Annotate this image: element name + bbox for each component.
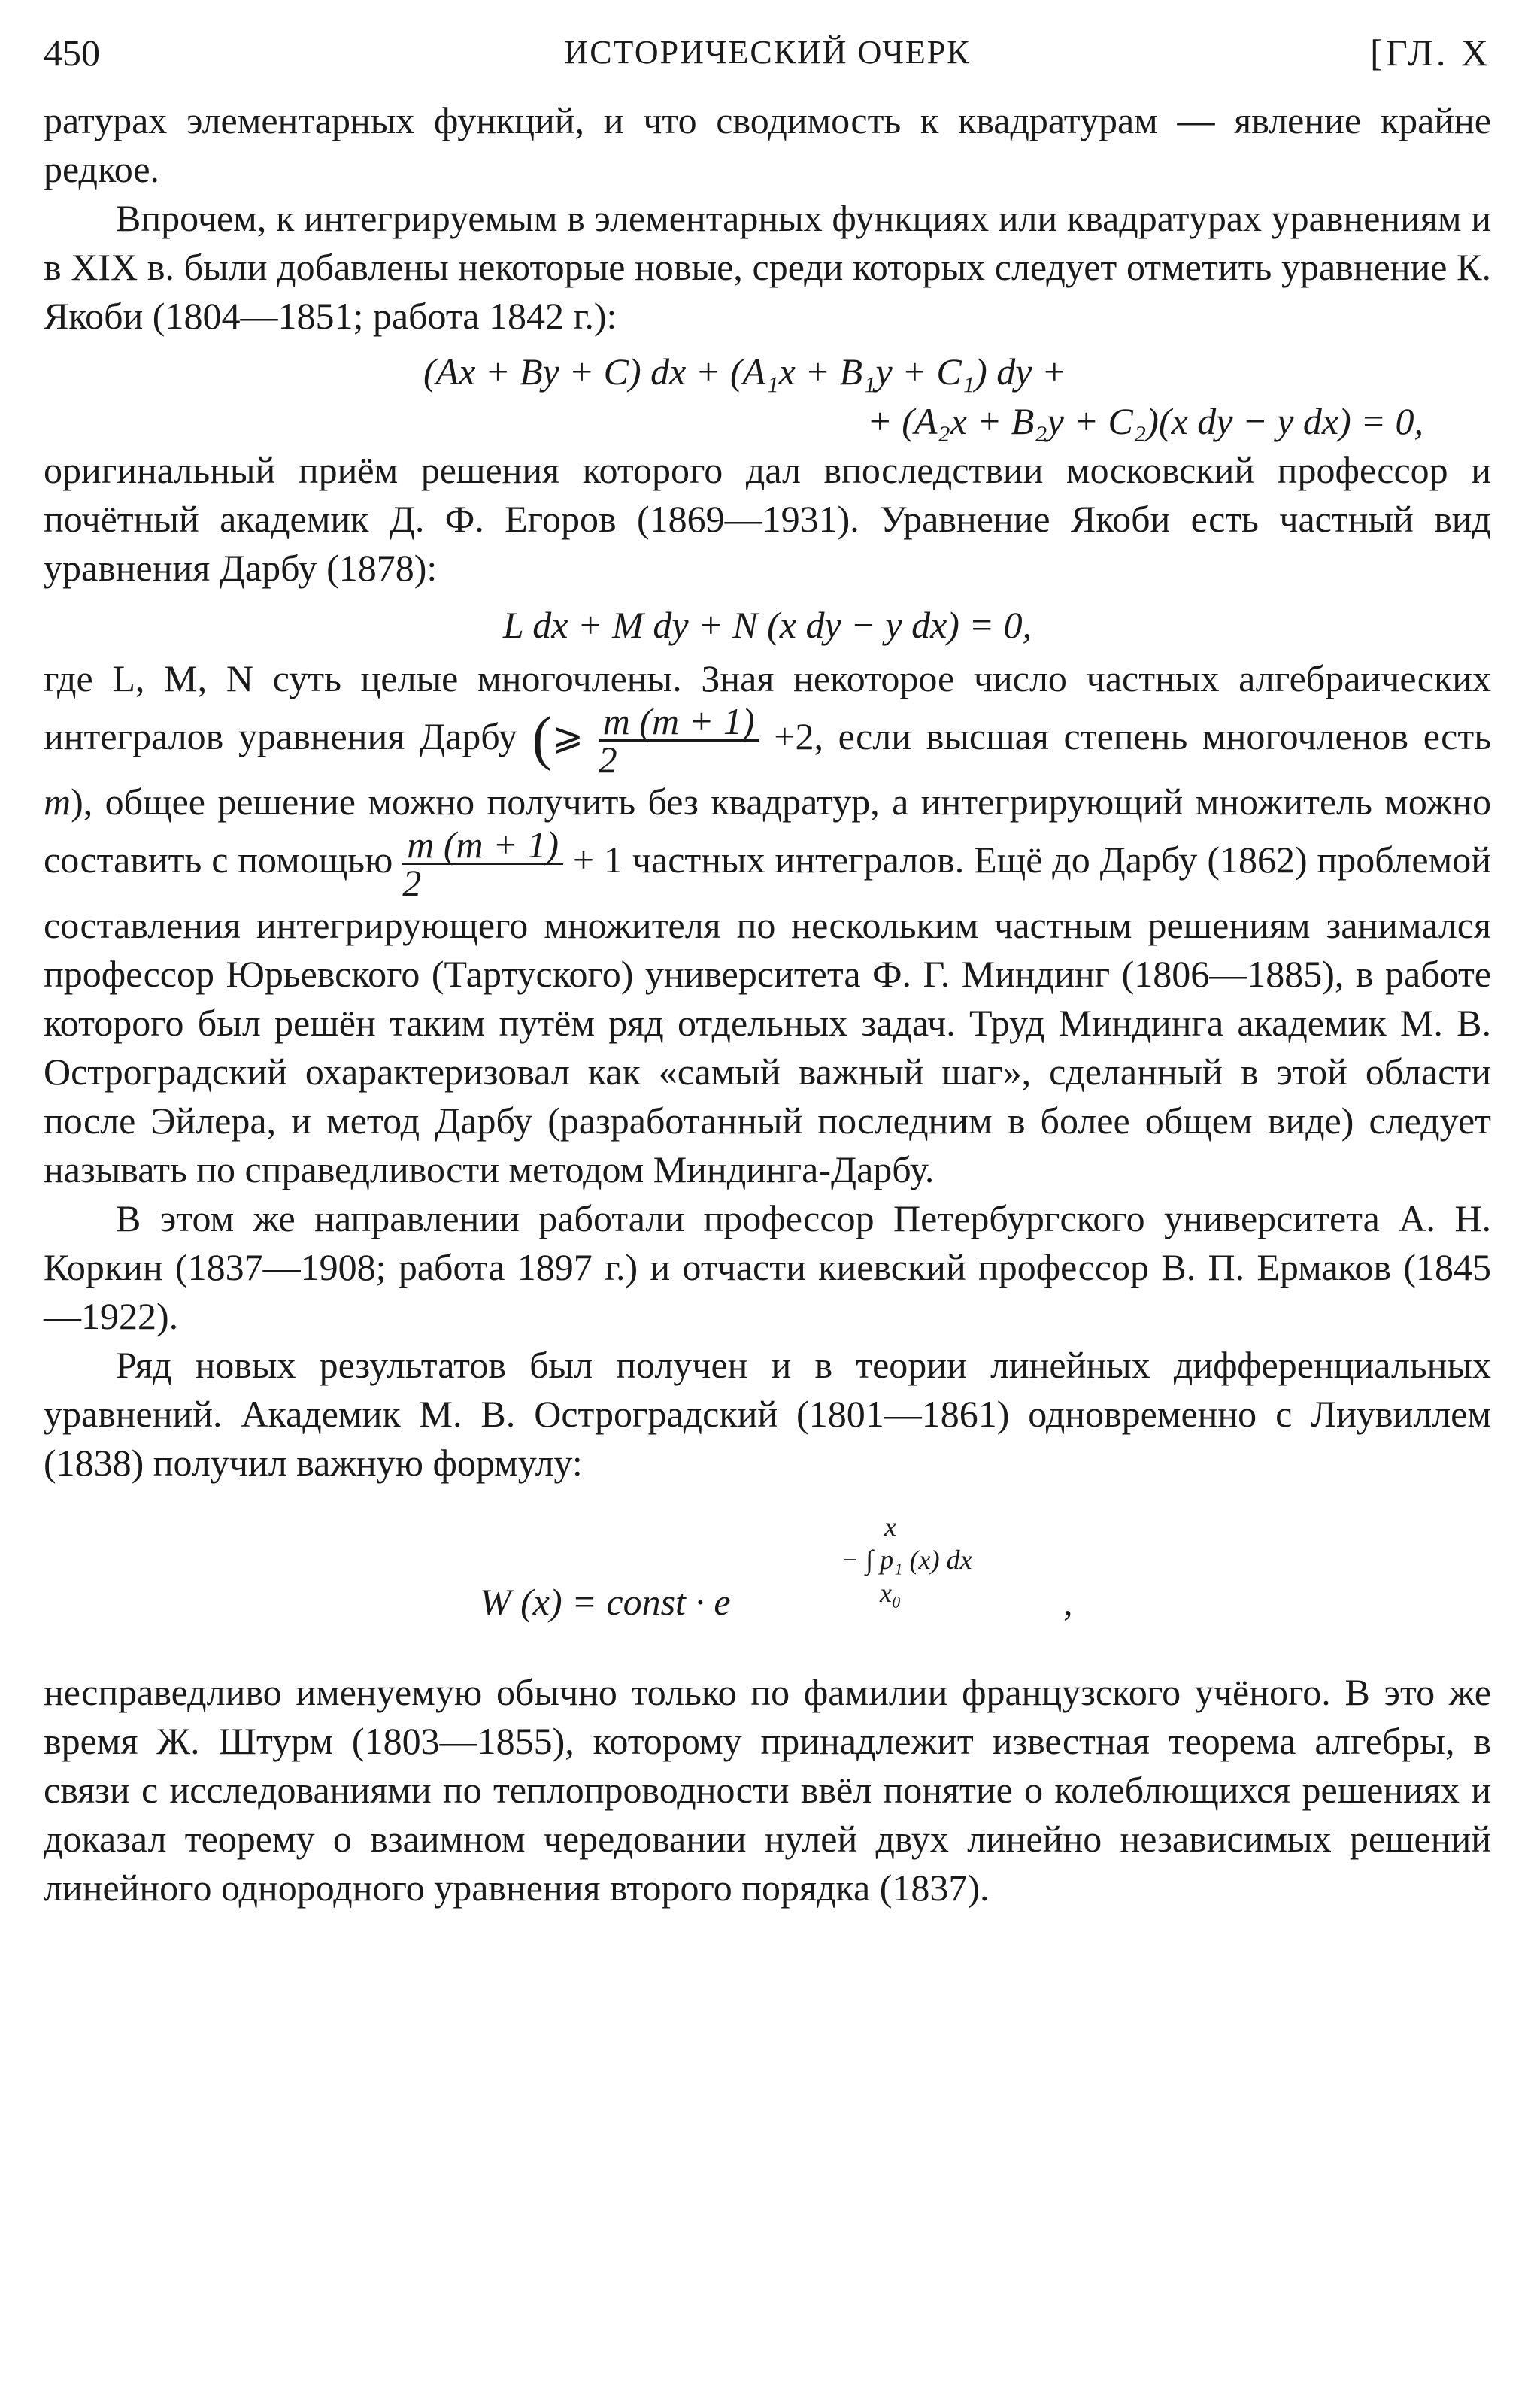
page-number: 450 bbox=[44, 32, 100, 74]
body-text bbox=[44, 96, 1491, 1912]
fraction-numerator: m (m + 1) bbox=[599, 703, 759, 742]
fraction-denominator: 2 bbox=[598, 739, 617, 781]
degree-symbol: m bbox=[44, 781, 71, 823]
running-title: ИСТОРИЧЕСКИЙ ОЧЕРК bbox=[564, 34, 971, 71]
page bbox=[44, 23, 1491, 1912]
paragraph-2: Впрочем, к интегрируемым в элементарных функциях или квадратурах уравнениям и в XIX в. были добавлены некоторые новые, среди которых следует отметить уравнение К. Якоби (1804—1851; работа 1842 г.): bbox=[44, 197, 1491, 337]
paragraph-4 bbox=[44, 654, 1491, 1194]
formula-comma: , bbox=[1063, 1581, 1073, 1623]
fraction-integrals bbox=[402, 823, 563, 904]
paragraph-1: ратурах элементарных функций, и что сводимость к квадратурам — явление крайне редкое. bbox=[44, 99, 1491, 190]
inequality-sign: ⩾ bbox=[552, 714, 584, 757]
paragraph-4-part-d: + 1 частных интегралов. Ещё до Дарбу (1862) проблемой составления интегрирующего множителя по нескольким частным решениям занимался профессор Юрьевского (Тартуского) университета Ф. Г. Миндинг (1806—1885), в работе которого был решён таким путём ряд отдельных задач. Труд Миндинга академик М. В. Остроградский охарактеризовал как «самый важный шаг», сделанный в этой области после Эйлера, и метод Дарбу (разработанный последним в более общем виде) следует называть по справедливости методом Миндинга-Дарбу. bbox=[44, 838, 1491, 1190]
fraction-count bbox=[598, 700, 759, 781]
wronskian-lhs: W (x) = const · e bbox=[480, 1581, 731, 1623]
exponent-block bbox=[841, 1510, 972, 1609]
paragraph-4-part-a: где L, M, N суть целые многочлены. Зная некоторое число частных алгебраических интегралов уравнения Дарбу bbox=[44, 657, 1491, 757]
darboux-equation: L dx + M dy + N (x dy − y dx) = 0, bbox=[502, 604, 1032, 646]
paragraph-7: несправедливо именуемую обычно только по фамилии французского учёного. В это же время Ж. Штурм (1803—1855), которому принадлежит известная теорема алгебры, в связи с исследованиями по теплопроводности ввёл понятие о колеблющихся решениях и доказал теорему о взаимном чередовании нулей двух линейно независимых решений линейного однородного уравнения второго порядка (1837). bbox=[44, 1671, 1491, 1909]
paragraph-4-part-c: ), общее решение можно получить без квадратур, а интегрирующий множитель можно составить с помощью bbox=[44, 781, 1491, 881]
chapter-label: [ГЛ. X bbox=[1370, 32, 1491, 74]
paragraph-5: В этом же направлении работали профессор Петербургского университета А. Н. Коркин (1837—1908; работа 1897 г.) и отчасти киевский профессор В. П. Ермаков (1845—1922). bbox=[44, 1197, 1491, 1337]
integral-upper-limit: x bbox=[884, 1512, 896, 1542]
fraction-denominator-2: 2 bbox=[402, 862, 422, 904]
liouville-ostrogradsky-formula bbox=[44, 1488, 1491, 1668]
fraction-numerator-2: m (m + 1) bbox=[402, 826, 563, 865]
jacobi-equation-line-1: (Ax + By + C) dx + (A₁x + B₁y + C₁) dy + bbox=[423, 350, 1067, 393]
paragraph-3: оригинальный приём решения которого дал впоследствии московский профессор и почётный академик Д. Ф. Егоров (1869—1931). Уравнение Якоби есть частный вид уравнения Дарбу (1878): bbox=[44, 449, 1491, 589]
paragraph-6: Ряд новых результатов был получен и в теории линейных дифференциальных уравнений. Академик М. В. Остроградский (1801—1861) одновременно с Лиувиллем (1838) получил важную формулу: bbox=[44, 1344, 1491, 1484]
open-paren: ( bbox=[532, 705, 553, 772]
jacobi-equation-line-2: + (A₂x + B₂y + C₂)(x dy − y dx) = 0, bbox=[866, 400, 1423, 442]
running-head bbox=[44, 23, 1491, 83]
paragraph-4-part-b: +2, если высшая степень многочленов есть bbox=[774, 714, 1492, 757]
integral-expression: − ∫ p₁ (x) dx bbox=[841, 1545, 972, 1575]
integral-lower-limit: x₀ bbox=[880, 1578, 902, 1608]
